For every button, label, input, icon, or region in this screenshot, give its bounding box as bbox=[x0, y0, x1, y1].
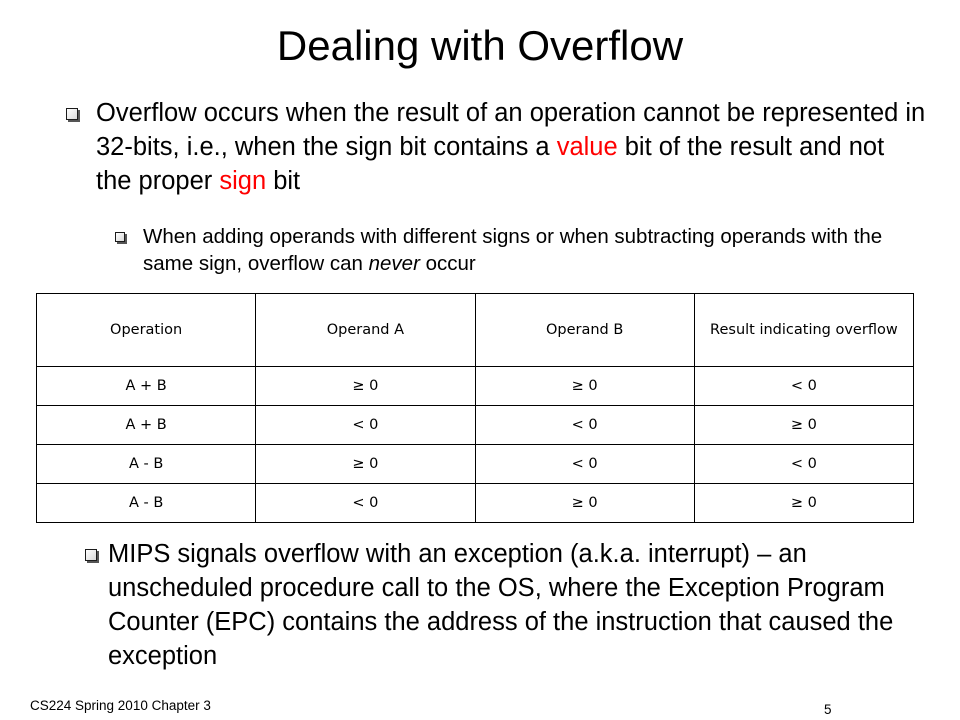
header-operand-b: Operand B bbox=[475, 294, 694, 367]
table-header-row bbox=[37, 294, 914, 367]
table-cell: < 0 bbox=[694, 367, 913, 406]
table-cell: < 0 bbox=[475, 445, 694, 484]
value-highlight: value bbox=[556, 133, 618, 161]
square-bullet-icon bbox=[115, 232, 125, 242]
table-cell: A + B bbox=[37, 406, 256, 445]
never-emphasis: never bbox=[368, 252, 420, 275]
table-row bbox=[37, 406, 914, 445]
table-cell: ≥ 0 bbox=[475, 367, 694, 406]
header-operand-a: Operand A bbox=[256, 294, 475, 367]
table-cell: ≥ 0 bbox=[256, 367, 475, 406]
bullet-mips-exception: MIPS signals overflow with an exception (a.k.a. interrupt) – an unscheduled procedure call to the OS, where the Exception Program Counter (EPC) contains the address of the instruction that caused the exception bbox=[108, 540, 894, 670]
footer-course-label: CS224 Spring 2010 Chapter 3 bbox=[30, 698, 211, 713]
table-cell: A + B bbox=[37, 367, 256, 406]
subbullet-never-overflow bbox=[143, 223, 923, 277]
subbullet-text-part1: When adding operands with different signs or when subtracting operands with the same sign, overflow can bbox=[143, 225, 883, 275]
table-row bbox=[37, 367, 914, 406]
table-cell: < 0 bbox=[694, 445, 913, 484]
header-operation: Operation bbox=[37, 294, 256, 367]
square-bullet-icon bbox=[85, 549, 97, 561]
table-cell: A - B bbox=[37, 484, 256, 523]
slide-title: Dealing with Overflow bbox=[276, 22, 684, 69]
square-bullet-icon bbox=[66, 108, 78, 120]
bullet1-text-part1: Overflow occurs when the result of an operation cannot be represented in 32-bits, i.e., when the sign bit contains a bbox=[96, 99, 926, 161]
table-cell: A - B bbox=[37, 445, 256, 484]
bullet1-text-part3: bit bbox=[266, 167, 301, 195]
table-row bbox=[37, 484, 914, 523]
table-cell: < 0 bbox=[256, 406, 475, 445]
sign-highlight: sign bbox=[219, 167, 267, 195]
bullet-overflow-definition bbox=[96, 96, 926, 198]
page-number: 5 bbox=[824, 702, 832, 717]
table-cell: ≥ 0 bbox=[694, 406, 913, 445]
table-cell: < 0 bbox=[256, 484, 475, 523]
overflow-conditions-table bbox=[36, 293, 914, 523]
table-cell: ≥ 0 bbox=[475, 484, 694, 523]
bullet1-text-part2: bit of the result and not the proper bbox=[96, 133, 885, 195]
table-cell: < 0 bbox=[475, 406, 694, 445]
table-cell: ≥ 0 bbox=[256, 445, 475, 484]
table-cell: ≥ 0 bbox=[694, 484, 913, 523]
subbullet-text-part2: occur bbox=[419, 252, 476, 275]
header-result: Result indicating overflow bbox=[694, 294, 913, 367]
table-row bbox=[37, 445, 914, 484]
